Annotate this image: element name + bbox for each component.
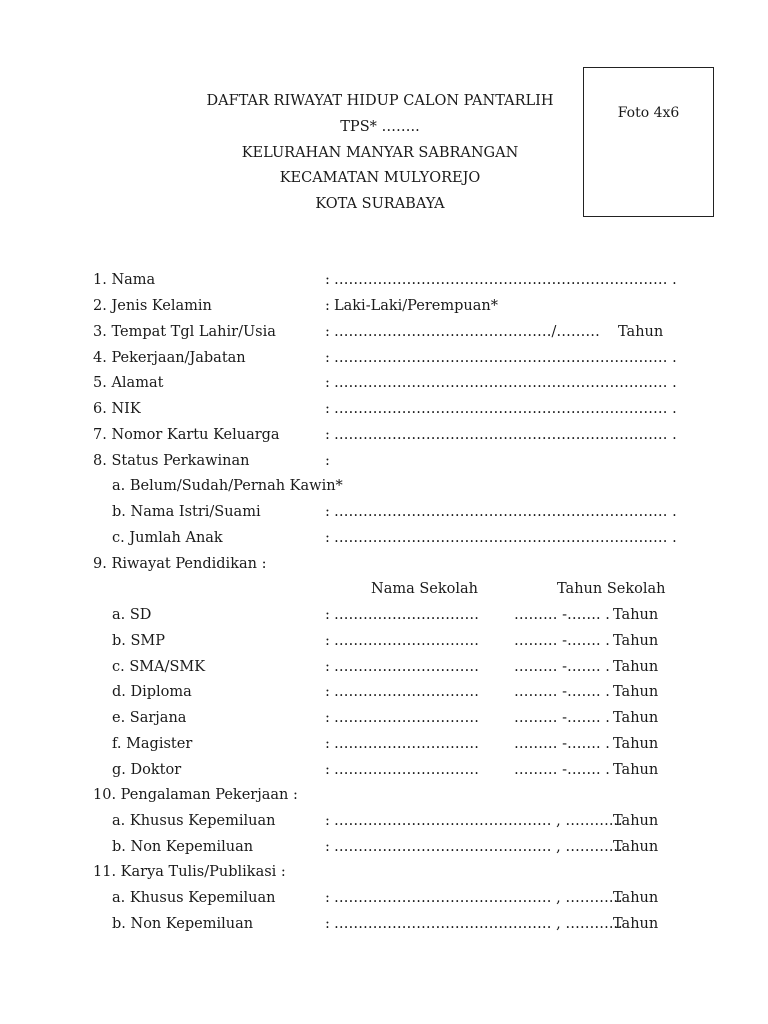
field-label: 6. NIK xyxy=(93,401,141,417)
field-colon: : xyxy=(325,633,330,649)
field-colon: : xyxy=(325,375,330,391)
work-title-row xyxy=(0,787,768,807)
education-header-row xyxy=(0,581,768,601)
school-name-blank[interactable]: ………………………… xyxy=(334,659,479,675)
header-kecamatan: KECAMATAN MULYOREJO xyxy=(279,170,481,186)
field-status-c xyxy=(0,530,768,550)
field-label: a. Khusus Kepemiluan xyxy=(112,890,276,906)
education-row xyxy=(0,607,768,627)
field-unit: Tahun xyxy=(613,659,659,675)
field-colon: : xyxy=(325,710,330,726)
field-blank[interactable]: …………………………………………………………… . xyxy=(334,504,677,520)
field-blank[interactable]: …………………………………………………………… . xyxy=(334,530,677,546)
field-colon: : xyxy=(325,427,330,443)
field-colon: : xyxy=(325,736,330,752)
writing-row-non xyxy=(0,916,768,936)
field-colon: : xyxy=(325,607,330,623)
field-colon: : xyxy=(325,813,330,829)
field-blank[interactable]: …………………………………………………………… . xyxy=(334,401,677,417)
education-level-label: e. Sarjana xyxy=(112,710,187,726)
field-colon: : xyxy=(325,762,330,778)
writing-row-khusus xyxy=(0,890,768,910)
field-label: 7. Nomor Kartu Keluarga xyxy=(93,427,280,443)
education-level-label: a. SD xyxy=(112,607,152,623)
school-name-blank[interactable]: ………………………… xyxy=(334,736,479,752)
school-name-blank[interactable]: ………………………… xyxy=(334,633,479,649)
photo-label: Foto 4x6 xyxy=(617,105,680,121)
field-colon: : xyxy=(325,504,330,520)
field-value[interactable]: Laki-Laki/Perempuan* xyxy=(334,298,498,314)
field-pekerjaan xyxy=(0,350,768,370)
work-row-khusus xyxy=(0,813,768,833)
field-unit: Tahun xyxy=(613,813,659,829)
field-label: a. Khusus Kepemiluan xyxy=(112,813,276,829)
education-row xyxy=(0,659,768,679)
field-label[interactable]: a. Belum/Sudah/Pernah Kawin* xyxy=(112,478,343,494)
education-row xyxy=(0,762,768,782)
field-colon: : xyxy=(325,350,330,366)
education-row xyxy=(0,633,768,653)
education-row xyxy=(0,710,768,730)
header-kelurahan: KELURAHAN MANYAR SABRANGAN xyxy=(241,145,519,161)
school-name-blank[interactable]: ………………………… xyxy=(334,607,479,623)
education-row xyxy=(0,736,768,756)
field-label: 8. Status Perkawinan xyxy=(93,453,250,469)
field-blank[interactable]: ……………………………………… , ………... xyxy=(334,813,623,829)
field-colon: : xyxy=(325,272,330,288)
header-tps: TPS* …….. xyxy=(340,119,420,135)
column-header-school: Nama Sekolah xyxy=(371,581,478,597)
field-unit: Tahun xyxy=(613,710,659,726)
header-kota: KOTA SURABAYA xyxy=(315,196,445,212)
school-name-blank[interactable]: ………………………… xyxy=(334,710,479,726)
field-colon: : xyxy=(325,839,330,855)
education-level-label: g. Doktor xyxy=(112,762,182,778)
field-unit: Tahun xyxy=(613,684,659,700)
field-status-a xyxy=(0,478,768,498)
education-level-label: f. Magister xyxy=(112,736,193,752)
field-unit: Tahun xyxy=(613,916,659,932)
field-label: 1. Nama xyxy=(93,272,156,288)
field-blank[interactable]: ……………………………………… , ………... xyxy=(334,839,623,855)
education-row xyxy=(0,684,768,704)
school-years-blank[interactable]: ……… -……. . xyxy=(514,633,610,649)
field-unit: Tahun xyxy=(613,890,659,906)
field-nama xyxy=(0,272,768,292)
field-label: b. Non Kepemiluan xyxy=(112,916,254,932)
school-years-blank[interactable]: ……… -……. . xyxy=(514,659,610,675)
field-colon: : xyxy=(325,659,330,675)
field-unit: Tahun xyxy=(618,324,664,340)
writing-title: 11. Karya Tulis/Publikasi : xyxy=(93,864,286,880)
school-years-blank[interactable]: ……… -……. . xyxy=(514,607,610,623)
field-colon: : xyxy=(325,916,330,932)
field-colon: : xyxy=(325,890,330,906)
field-colon: : xyxy=(325,530,330,546)
field-kk xyxy=(0,427,768,447)
school-years-blank[interactable]: ……… -……. . xyxy=(514,684,610,700)
work-title: 10. Pengalaman Pekerjaan : xyxy=(93,787,298,803)
field-unit: Tahun xyxy=(613,633,659,649)
field-nik xyxy=(0,401,768,421)
education-level-label: b. SMP xyxy=(112,633,166,649)
field-label: 5. Alamat xyxy=(93,375,164,391)
field-colon: : xyxy=(325,684,330,700)
photo-box[interactable] xyxy=(583,67,714,217)
field-jenis-kelamin xyxy=(0,298,768,318)
field-label: 2. Jenis Kelamin xyxy=(93,298,212,314)
field-label: c. Jumlah Anak xyxy=(112,530,223,546)
field-colon: : xyxy=(325,324,330,340)
school-name-blank[interactable]: ………………………… xyxy=(334,762,479,778)
field-unit: Tahun xyxy=(613,839,659,855)
field-blank[interactable]: …………………………………………………………… . xyxy=(334,350,677,366)
field-blank[interactable]: ………………………………………/……… xyxy=(334,324,600,340)
field-blank[interactable]: …………………………………………………………… . xyxy=(334,272,677,288)
field-blank[interactable]: …………………………………………………………… . xyxy=(334,427,677,443)
field-label: 4. Pekerjaan/Jabatan xyxy=(93,350,246,366)
field-alamat xyxy=(0,375,768,395)
field-ttl xyxy=(0,324,768,344)
school-years-blank[interactable]: ……… -……. . xyxy=(514,762,610,778)
field-label: 3. Tempat Tgl Lahir/Usia xyxy=(93,324,276,340)
work-row-non xyxy=(0,839,768,859)
header-title: DAFTAR RIWAYAT HIDUP CALON PANTARLIH xyxy=(206,93,554,109)
field-colon: : xyxy=(325,401,330,417)
field-blank[interactable]: ……………………………………… , ………... xyxy=(334,890,623,906)
education-level-label: d. Diploma xyxy=(112,684,192,700)
field-unit: Tahun xyxy=(613,736,659,752)
column-header-year: Tahun Sekolah xyxy=(557,581,666,597)
school-years-blank[interactable]: ……… -……. . xyxy=(514,710,610,726)
field-status xyxy=(0,453,768,473)
field-colon: : xyxy=(325,298,330,314)
field-unit: Tahun xyxy=(613,762,659,778)
school-years-blank[interactable]: ……… -……. . xyxy=(514,736,610,752)
education-title: 9. Riwayat Pendidikan : xyxy=(93,556,267,572)
field-label: b. Nama Istri/Suami xyxy=(112,504,261,520)
writing-title-row xyxy=(0,864,768,884)
education-title-row xyxy=(0,556,768,576)
field-blank[interactable]: …………………………………………………………… . xyxy=(334,375,677,391)
school-name-blank[interactable]: ………………………… xyxy=(334,684,479,700)
field-status-b xyxy=(0,504,768,524)
field-blank[interactable]: ……………………………………… , ………... xyxy=(334,916,623,932)
field-colon: : xyxy=(325,453,330,469)
field-unit: Tahun xyxy=(613,607,659,623)
education-level-label: c. SMA/SMK xyxy=(112,659,206,675)
field-label: b. Non Kepemiluan xyxy=(112,839,254,855)
